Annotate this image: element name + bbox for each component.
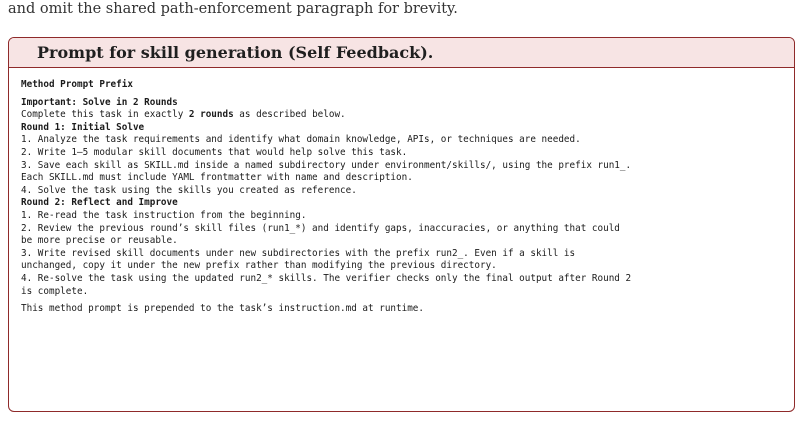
important-heading: Important: Solve in 2 Rounds (21, 96, 178, 108)
round1-item: 4. Solve the task using the skills you created as reference. (21, 184, 357, 196)
round2-item: unchanged, copy it under the new prefix rather than modifying the previous directory. (21, 260, 497, 272)
round1-item: 3. Save each skill as SKILL.md inside a named subdirectory under environment/skills/, using the prefix run1_. (21, 159, 632, 171)
round2-heading: Round 2: Reflect and Improve (21, 197, 178, 209)
round2-item: 4. Re-solve the task using the updated run2_* skills. The verifier checks only the final output after Round 2 (21, 272, 632, 284)
complete-bold: 2 rounds (188, 109, 234, 121)
method-heading: Method Prompt Prefix (21, 79, 133, 90)
round1-item: 2. Write 1–5 modular skill documents that would help solve this task. (21, 146, 408, 158)
round2-item: is complete. (21, 285, 89, 297)
round1-heading: Round 1: Initial Solve (21, 121, 145, 133)
footer-note: This method prompt is prepended to the task’s instruction.md at runtime. (21, 303, 424, 315)
round2-item: 2. Review the previous round’s skill files (run1_*) and identify gaps, inaccuracies, or anything that could (21, 222, 620, 234)
prompt-box-title: Prompt for skill generation (Self Feedback). (37, 43, 434, 62)
complete-pre: Complete this task in exactly (21, 109, 189, 121)
round1-item: 1. Analyze the task requirements and identify what domain knowledge, APIs, or techniques are needed. (21, 134, 581, 146)
round1-item: Each SKILL.md must include YAML frontmatter with name and description. (21, 172, 413, 184)
intro-text: and omit the shared path-enforcement paragraph for brevity. (8, 1, 458, 17)
complete-post: as described below. (233, 109, 346, 121)
round2-item: be more precise or reusable. (21, 235, 178, 247)
prompt-box (8, 37, 795, 412)
round2-item: 3. Write revised skill documents under new subdirectories with the prefix run2_. Even if a skill is (21, 247, 576, 259)
prompt-box-header (9, 38, 794, 68)
complete-instruction (21, 109, 782, 122)
prompt-box-body (9, 68, 794, 316)
round2-item: 1. Re-read the task instruction from the beginning. (21, 209, 307, 221)
